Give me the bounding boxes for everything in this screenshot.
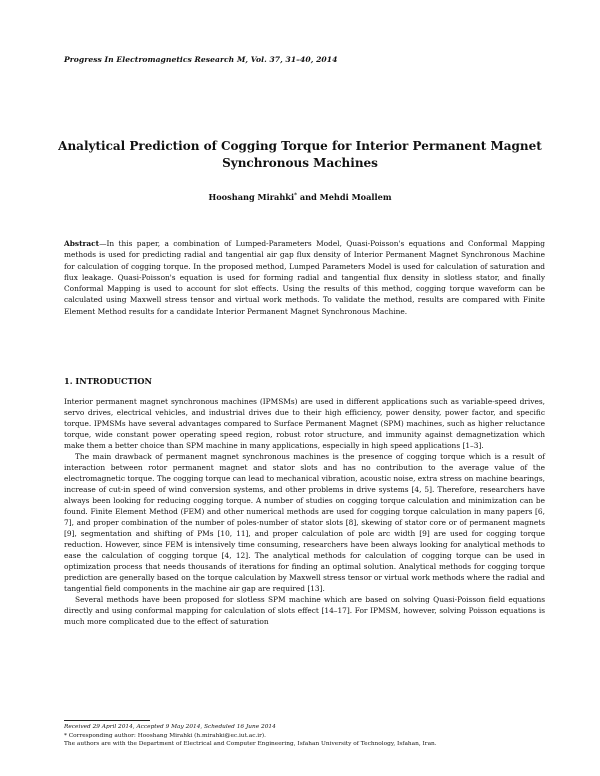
footnote-divider [64, 720, 150, 721]
author-1: Hooshang Mirahki [208, 192, 295, 202]
footnotes [64, 723, 545, 749]
author-2: Mehdi Moallem [319, 192, 392, 202]
author-line [40, 192, 560, 202]
section-heading: 1. INTRODUCTION [64, 376, 153, 386]
paper-title: Analytical Prediction of Cogging Torque for Interior Permanent Magnet Synchronous Machines [58, 139, 542, 170]
received-dates: Received 29 April 2014, Accepted 9 May 2014, Scheduled 16 June 2014 [64, 724, 276, 730]
abstract-label: Abstract [64, 239, 100, 248]
abstract-text: —In this paper, a combination of Lumped-Parameters Model, Quasi-Poisson's equations and Conformal Mapping methods is used for predicting radial and tangential air gap flux density of Interior Permanent Magnet Synchronous Machine for calculation of cogging torque. In the proposed method, Lumped Parameters Model is used for calculation of saturation and flux leakage. Quasi-Poisson's equation is used for forming radial and tangential flux density in slotless stator, and finally Conformal Mapping is used to account for slot effects. Using the results of this method, cogging torque waveform can be calculated using Maxwell stress tensor and virtual work methods. To validate the method, results are compared with Finite Element Method results for a candidate Interior Permanent Magnet Synchronous Machine. [64, 239, 545, 316]
paragraph: Interior permanent magnet synchronous machines (IPMSMs) are used in different applications such as variable-speed drives, servo drives, electrical vehicles, and industrial drives due to their high efficiency, power density, power factor, and specific torque. IPMSMs have several advantages compared to Surface Permanent Magnet (SPM) machines, such as higher reluctance torque, wide constant power operating speed region, robust rotor structure, and immunity against demagnetization which make them a better choice than SPM machine in many applications, especially in high speed applications [1–3]. [64, 397, 545, 450]
corresponding-mark: * [294, 192, 297, 199]
abstract [64, 238, 545, 317]
paragraph: Several methods have been proposed for slotless SPM machine which are based on solving Quasi-Poisson field equations directly and using conformal mapping for calculation of slots effect [14–17]. For IPMSM, however, solving Poisson equations is much more complicated due to the effect of saturation [64, 595, 545, 626]
body-text [64, 396, 545, 627]
paragraph: The main drawback of permanent magnet synchronous machines is the presence of cogging torque which is a result of interaction between rotor permanent magnet and stator slots and has no contribution to the average value of the electromagnetic torque. The cogging torque can lead to mechanical vibration, acoustic noise, extra stress on machine bearings, increase of cut-in speed of wind conversion systems, and other problems in drive systems [4, 5]. Therefore, researchers have always been looking for reducing cogging torque. A number of studies on cogging torque calculation and minimization can be found. Finite Element Method (FEM) and other numerical methods are used for cogging torque calculation in many papers [6, 7], and proper combination of the number of poles-number of stator slots [8], skewing of stator core or of permanent magnets [9], segmentation and shifting of PMs [10, 11], and proper calculation of pole arc width [9] are used for cogging torque reduction. However, since FEM is intensively time consuming, researchers have been always looking for analytical methods to ease the calculation of cogging torque [4, 12]. The analytical methods for calculation of cogging torque can be used in optimization process that needs thousands of iterations for finding an optimal solution. Analytical methods for cogging torque prediction are generally based on the torque calculation by Maxwell stress tensor or virtual work methods where the radial and tangential field components in the machine air gap are required [13]. [64, 452, 545, 593]
affiliation: The authors are with the Department of Electrical and Computer Engineering, Isfahan University of Technology, Isfahan, Iran. [64, 741, 437, 748]
author-joiner: and [296, 192, 320, 202]
journal-header: Progress In Electromagnetics Research M, Vol. 37, 31–40, 2014 [64, 55, 338, 64]
corresponding-author: * Corresponding author: Hooshang Mirahki (h.mirahki@ec.iut.ac.ir). [64, 732, 267, 739]
